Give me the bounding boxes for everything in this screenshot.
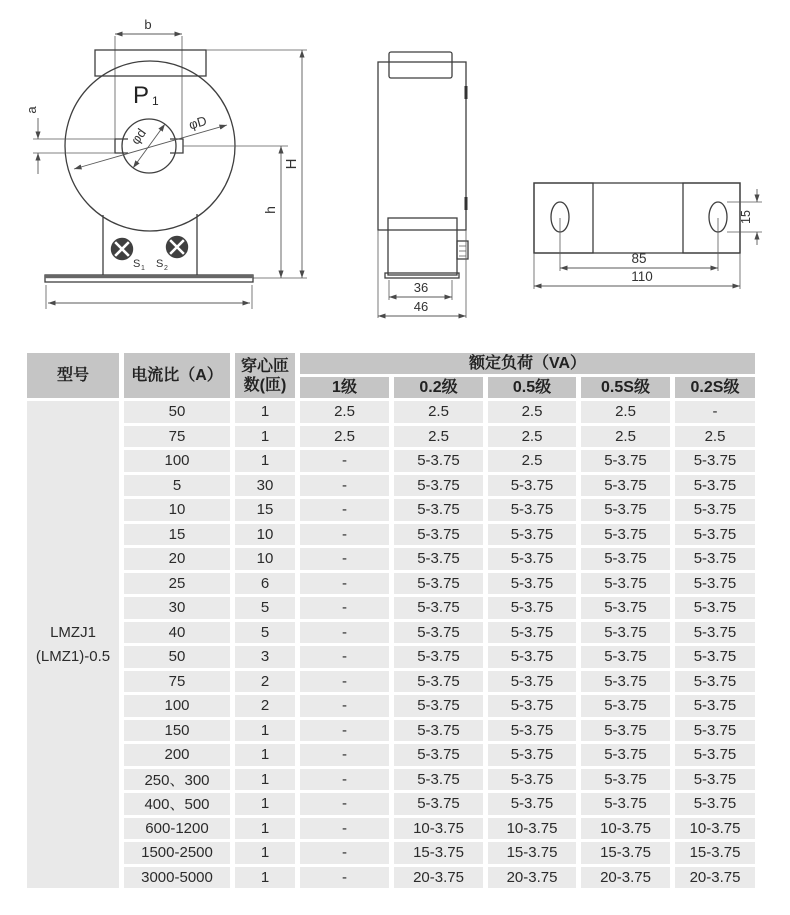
burden-cell: 5-3.75 — [488, 573, 576, 595]
burden-cell: 20-3.75 — [488, 867, 576, 889]
burden-cell: 5-3.75 — [394, 671, 483, 693]
burden-cell: 5-3.75 — [675, 769, 755, 791]
burden-cell: 5-3.75 — [394, 720, 483, 742]
turns-cell: 1 — [235, 842, 295, 864]
model-cell: LMZJ1 (LMZ1)-0.5 — [27, 401, 119, 888]
burden-cell: 5-3.75 — [394, 793, 483, 815]
burden-cell: - — [300, 818, 389, 840]
burden-cell: - — [300, 842, 389, 864]
ratio-cell: 3000-5000 — [124, 867, 230, 889]
turns-cell: 1 — [235, 401, 295, 423]
turns-cell: 1 — [235, 769, 295, 791]
burden-cell: 5-3.75 — [675, 671, 755, 693]
burden-cell: 20-3.75 — [394, 867, 483, 889]
burden-cell: 5-3.75 — [394, 744, 483, 766]
turns-cell: 30 — [235, 475, 295, 497]
turns-cell: 5 — [235, 597, 295, 619]
ratio-cell: 5 — [124, 475, 230, 497]
burden-cell: - — [300, 695, 389, 717]
burden-cell: 10-3.75 — [675, 818, 755, 840]
burden-cell: 5-3.75 — [675, 499, 755, 521]
burden-cell: 5-3.75 — [394, 524, 483, 546]
s2-subscript: 2 — [164, 265, 168, 272]
table-row — [27, 744, 755, 766]
burden-cell: 5-3.75 — [581, 450, 670, 472]
burden-cell: 5-3.75 — [581, 524, 670, 546]
table-row — [27, 597, 755, 619]
side-top-terminal — [389, 52, 452, 78]
turns-cell: 2 — [235, 671, 295, 693]
burden-cell: 5-3.75 — [394, 573, 483, 595]
burden-cell: 5-3.75 — [394, 499, 483, 521]
phi-d-label: φd — [127, 125, 149, 148]
outer-diameter-line — [74, 125, 227, 169]
burden-cell: 5-3.75 — [488, 744, 576, 766]
table-row — [27, 573, 755, 595]
ratio-cell: 100 — [124, 695, 230, 717]
burden-cell: 5-3.75 — [675, 475, 755, 497]
burden-cell: 2.5 — [300, 426, 389, 448]
table-row — [27, 475, 755, 497]
dim-h-label: h — [262, 206, 278, 214]
ratio-cell: 15 — [124, 524, 230, 546]
col-header-model: 型号 — [27, 353, 119, 398]
ratio-cell: 75 — [124, 671, 230, 693]
burden-cell: - — [300, 720, 389, 742]
turns-cell: 1 — [235, 818, 295, 840]
burden-cell: 15-3.75 — [581, 842, 670, 864]
plate-right-pad — [683, 183, 740, 253]
burden-cell: 10-3.75 — [394, 818, 483, 840]
turns-cell: 6 — [235, 573, 295, 595]
side-tick-bottom — [465, 197, 468, 210]
s2-label: S — [156, 258, 164, 270]
table-row — [27, 426, 755, 448]
turns-cell: 1 — [235, 867, 295, 889]
burden-cell: 5-3.75 — [488, 524, 576, 546]
burden-cell: 5-3.75 — [581, 646, 670, 668]
dim-a-extensions — [33, 139, 115, 153]
burden-cell: 5-3.75 — [675, 548, 755, 570]
burden-cell: 2.5 — [394, 426, 483, 448]
burden-cell: 5-3.75 — [394, 622, 483, 644]
burden-cell: 5-3.75 — [581, 720, 670, 742]
turns-cell: 5 — [235, 622, 295, 644]
p1-subscript: 1 — [152, 94, 159, 108]
burden-cell: 20-3.75 — [675, 867, 755, 889]
burden-cell: 5-3.75 — [675, 622, 755, 644]
col-header-grade-02s: 0.2S级 — [675, 377, 755, 398]
col-header-turns — [235, 353, 295, 398]
burden-cell: - — [300, 475, 389, 497]
burden-cell: 5-3.75 — [581, 793, 670, 815]
s1-subscript: 1 — [141, 265, 145, 272]
burden-cell: 15-3.75 — [394, 842, 483, 864]
turns-cell: 15 — [235, 499, 295, 521]
burden-cell: 5-3.75 — [581, 744, 670, 766]
side-terminal-screw-lines — [459, 246, 466, 256]
screw-s1-icon — [112, 239, 133, 260]
base-view — [534, 183, 762, 289]
table-row — [27, 524, 755, 546]
burden-cell: 2.5 — [488, 426, 576, 448]
burden-cell: 2.5 — [300, 401, 389, 423]
burden-cell: 5-3.75 — [394, 548, 483, 570]
dim-85-label: 85 — [631, 251, 647, 266]
p1-label: P — [133, 82, 150, 109]
burden-cell: 5-3.75 — [581, 671, 670, 693]
ratio-cell: 40 — [124, 622, 230, 644]
table-row — [27, 671, 755, 693]
table-row — [27, 842, 755, 864]
col-header-grade-05s: 0.5S级 — [581, 377, 670, 398]
dim-a-label: a — [24, 106, 39, 114]
burden-cell: 2.5 — [581, 401, 670, 423]
table-header — [27, 353, 755, 398]
table-row — [27, 646, 755, 668]
burden-cell: 5-3.75 — [581, 548, 670, 570]
burden-cell: 5-3.75 — [675, 744, 755, 766]
ratio-cell: 30 — [124, 597, 230, 619]
burden-cell: 5-3.75 — [394, 769, 483, 791]
burden-cell: 5-3.75 — [488, 671, 576, 693]
burden-cell: 5-3.75 — [581, 499, 670, 521]
burden-cell: - — [300, 597, 389, 619]
ratio-cell: 250、300 — [124, 769, 230, 791]
phi-D-label: φD — [187, 113, 209, 133]
burden-cell: - — [300, 867, 389, 889]
burden-cell: 15-3.75 — [675, 842, 755, 864]
table-row — [27, 867, 755, 889]
burden-cell: 5-3.75 — [581, 573, 670, 595]
col-header-grade-02: 0.2级 — [394, 377, 483, 398]
table-row — [27, 695, 755, 717]
burden-cell: 5-3.75 — [675, 720, 755, 742]
side-body — [378, 62, 466, 230]
burden-cell: 5-3.75 — [488, 622, 576, 644]
burden-cell: 5-3.75 — [394, 475, 483, 497]
ratio-cell: 20 — [124, 548, 230, 570]
turns-cell: 10 — [235, 548, 295, 570]
ratio-cell: 400、500 — [124, 793, 230, 815]
burden-cell: 5-3.75 — [581, 695, 670, 717]
burden-cell: - — [300, 524, 389, 546]
burden-cell: 2.5 — [488, 401, 576, 423]
side-view — [378, 52, 468, 318]
ratio-cell: 10 — [124, 499, 230, 521]
burden-cell: 5-3.75 — [675, 573, 755, 595]
ratio-cell: 100 — [124, 450, 230, 472]
spec-table — [22, 350, 760, 891]
burden-cell: 2.5 — [488, 450, 576, 472]
ratio-cell: 1500-2500 — [124, 842, 230, 864]
dim-b-label: b — [144, 17, 152, 32]
burden-cell: 5-3.75 — [488, 475, 576, 497]
table-body — [27, 401, 755, 888]
burden-cell: 5-3.75 — [581, 475, 670, 497]
flange-plate-edge — [45, 275, 253, 278]
turns-cell: 1 — [235, 793, 295, 815]
burden-cell: - — [300, 573, 389, 595]
burden-cell: 5-3.75 — [675, 646, 755, 668]
burden-cell: 2.5 — [581, 426, 670, 448]
burden-cell: 5-3.75 — [488, 720, 576, 742]
burden-cell: 5-3.75 — [488, 695, 576, 717]
ratio-cell: 200 — [124, 744, 230, 766]
burden-cell: 20-3.75 — [581, 867, 670, 889]
ratio-cell: 150 — [124, 720, 230, 742]
ratio-cell: 50 — [124, 401, 230, 423]
burden-cell: 5-3.75 — [488, 769, 576, 791]
col-header-ratio: 电流比（A） — [124, 353, 230, 398]
ratio-cell: 75 — [124, 426, 230, 448]
burden-cell: 10-3.75 — [488, 818, 576, 840]
turns-cell: 1 — [235, 720, 295, 742]
burden-cell: 5-3.75 — [488, 499, 576, 521]
burden-cell: 5-3.75 — [488, 548, 576, 570]
burden-cell: - — [300, 646, 389, 668]
burden-cell: 15-3.75 — [488, 842, 576, 864]
col-header-grade-1: 1级 — [300, 377, 389, 398]
table-row — [27, 548, 755, 570]
burden-cell: - — [300, 499, 389, 521]
base-dim-extensions — [46, 285, 252, 309]
turns-cell: 10 — [235, 524, 295, 546]
turns-cell: 3 — [235, 646, 295, 668]
table-row — [27, 499, 755, 521]
burden-cell: 5-3.75 — [488, 597, 576, 619]
burden-cell: 5-3.75 — [488, 793, 576, 815]
dim-46-label: 46 — [413, 299, 429, 314]
screw-s2-icon — [167, 237, 188, 258]
burden-cell: 5-3.75 — [675, 793, 755, 815]
burden-cell: - — [675, 401, 755, 423]
burden-cell: - — [300, 450, 389, 472]
ratio-cell: 50 — [124, 646, 230, 668]
table-row — [27, 818, 755, 840]
burden-cell: 5-3.75 — [488, 646, 576, 668]
turns-cell: 1 — [235, 426, 295, 448]
dim-H-label: H — [283, 158, 300, 170]
burden-cell: - — [300, 671, 389, 693]
s1-label: S — [133, 258, 141, 270]
col-header-burden: 额定负荷（VA） — [300, 353, 755, 374]
dim-15-label: 15 — [739, 210, 753, 224]
dim-36-label: 36 — [413, 280, 429, 295]
burden-cell: 5-3.75 — [675, 597, 755, 619]
turns-cell: 1 — [235, 450, 295, 472]
turns-cell: 1 — [235, 744, 295, 766]
burden-cell: 10-3.75 — [581, 818, 670, 840]
burden-cell: 5-3.75 — [394, 695, 483, 717]
table-row — [27, 769, 755, 791]
plate-left-pad — [534, 183, 593, 253]
burden-cell: 5-3.75 — [581, 769, 670, 791]
burden-cell: 5-3.75 — [394, 450, 483, 472]
burden-cell: 5-3.75 — [394, 646, 483, 668]
technical-drawings — [0, 0, 790, 340]
burden-cell: - — [300, 622, 389, 644]
burden-cell: 5-3.75 — [675, 524, 755, 546]
turns-cell: 2 — [235, 695, 295, 717]
col-header-turns-line2: 数(匝) — [243, 376, 287, 394]
dim-110-label: 110 — [631, 269, 653, 284]
burden-cell: 5-3.75 — [394, 597, 483, 619]
front-view — [24, 17, 307, 309]
burden-cell: - — [300, 769, 389, 791]
col-header-turns-line1: 穿心匝 — [240, 357, 289, 375]
table-row — [27, 622, 755, 644]
side-tick-top — [465, 86, 468, 99]
side-secondary-box — [388, 218, 457, 275]
table-row — [27, 450, 755, 472]
table-row — [27, 793, 755, 815]
burden-cell: 5-3.75 — [675, 695, 755, 717]
burden-cell: 5-3.75 — [581, 597, 670, 619]
front-terminal-block — [95, 50, 206, 76]
ratio-cell: 25 — [124, 573, 230, 595]
burden-cell: 2.5 — [675, 426, 755, 448]
burden-cell: - — [300, 744, 389, 766]
burden-cell: - — [300, 793, 389, 815]
table-row — [27, 401, 755, 423]
burden-cell: 2.5 — [394, 401, 483, 423]
burden-cell: - — [300, 548, 389, 570]
table-row — [27, 720, 755, 742]
burden-cell: 5-3.75 — [581, 622, 670, 644]
col-header-grade-05: 0.5级 — [488, 377, 576, 398]
burden-cell: 5-3.75 — [675, 450, 755, 472]
ratio-cell: 600-1200 — [124, 818, 230, 840]
